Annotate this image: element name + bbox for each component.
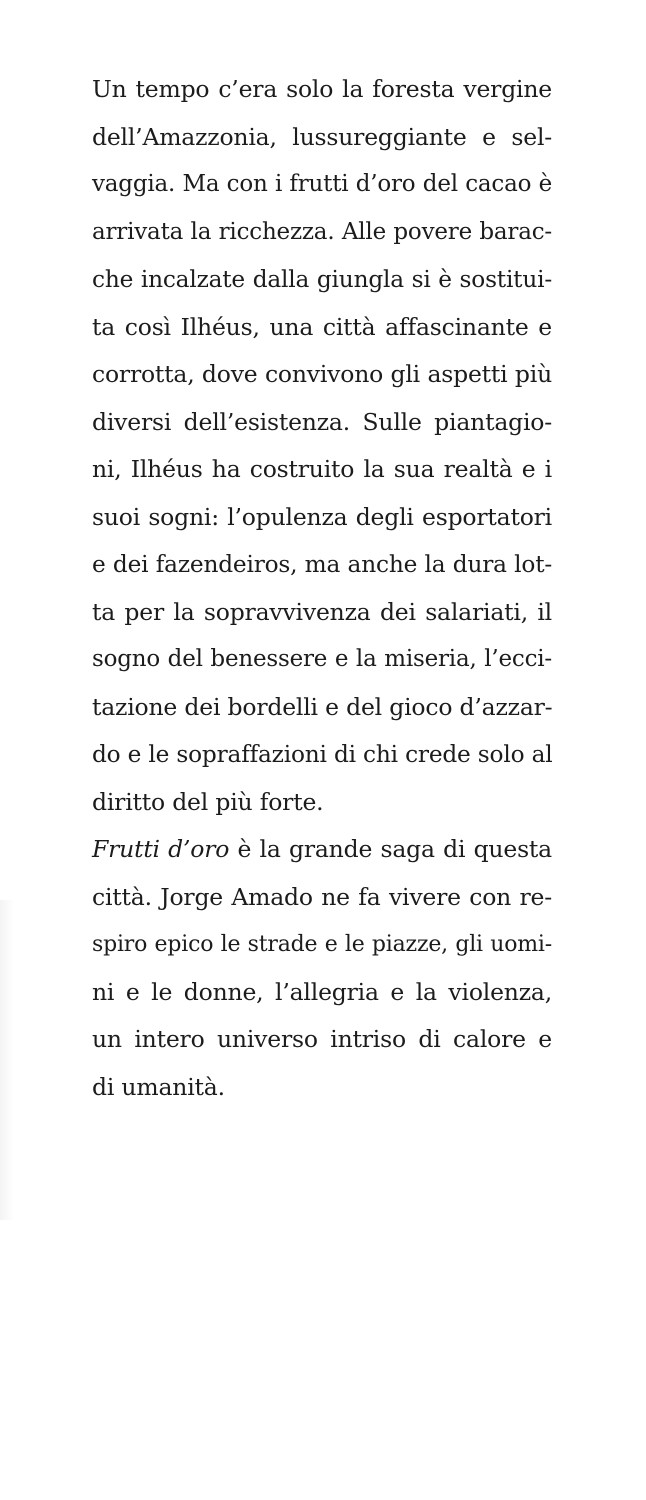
book-title: Frutti d’oro bbox=[92, 835, 230, 863]
text-line: e dei fazendeiros, ma anche la dura lot- bbox=[92, 551, 552, 578]
text-line: vaggia. Ma con i frutti d’oro del cacao è bbox=[92, 171, 552, 197]
text-line: città. Jorge Amado ne fa vivere con re- bbox=[92, 882, 552, 911]
text-line: arrivata la ricchezza. Alle povere barac- bbox=[92, 218, 552, 245]
text-line-rest: è la grande saga di questa bbox=[229, 835, 552, 863]
text-line: sogno del benessere e la miseria, l’ecci- bbox=[92, 646, 552, 672]
text-line: corrotta, dove convivono gli aspetti più bbox=[92, 360, 552, 388]
back-cover-text bbox=[92, 66, 552, 1111]
text-line: suoi sogni: l’opulenza degli esportatori bbox=[92, 502, 552, 531]
text-line: dell’Amazzonia, lussureggiante e sel- bbox=[92, 122, 552, 151]
text-line: ta per la sopravvivenza dei salariati, il bbox=[92, 597, 552, 626]
text-line: diversi dell’esistenza. Sulle piantagio- bbox=[92, 407, 552, 436]
text-line: di umanità. bbox=[92, 1072, 225, 1101]
text-line: un intero universo intriso di calore e bbox=[92, 1025, 552, 1053]
page-edge-shadow bbox=[0, 900, 14, 1220]
text-line: do e le sopraffazioni di chi crede solo al bbox=[92, 741, 553, 768]
paragraph-1 bbox=[92, 66, 552, 826]
text-line: diritto del più forte. bbox=[92, 787, 324, 816]
text-line: Un tempo c’era solo la foresta vergine bbox=[92, 75, 552, 103]
text-line: che incalzate dalla giungla si è sostitui- bbox=[92, 266, 552, 293]
text-line: ni, Ilhéus ha costruito la sua realtà e i bbox=[92, 455, 552, 483]
text-line: spiro epico le strade e le piazze, gli uomi- bbox=[92, 932, 552, 957]
text-line: tazione dei bordelli e del gioco d’azzar- bbox=[92, 692, 553, 721]
text-line-with-title bbox=[92, 826, 552, 874]
text-line: ni e le donne, l’allegria e la violenza, bbox=[92, 977, 552, 1006]
text-line: ta così Ilhéus, una città affascinante e bbox=[92, 312, 552, 341]
paragraph-2 bbox=[92, 826, 552, 1111]
